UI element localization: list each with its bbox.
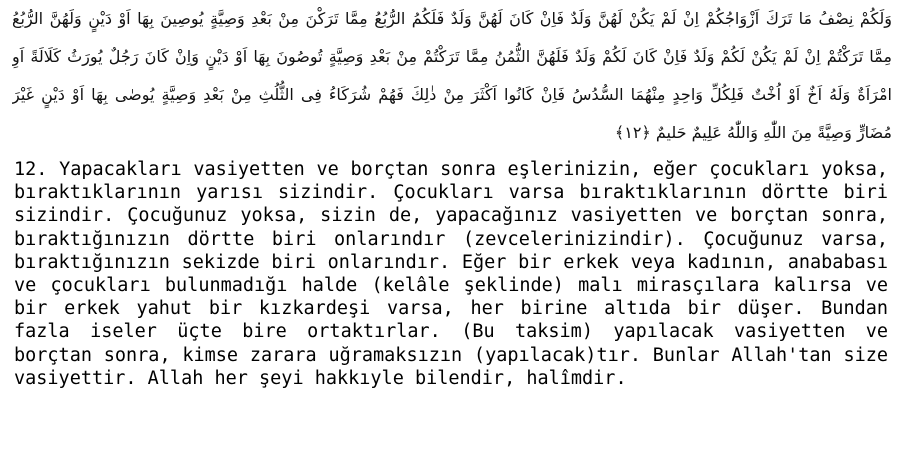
arabic-line-2: مِمَّا تَرَكْتُمْ اِنْ لَمْ يَكُنْ لَكُمْ وَلَدٌ فَاِنْ كَانَ لَكُمْ وَلَدٌ فَلَهُنَّ الثُّمُنُ مِمَّا تَرَكْتُمْ مِنْ بَعْدِ وَصِيَّةٍ تُوصُونَ بِهَا اَوْ دَيْنٍ وَاِنْ كَانَ رَجُلٌ يُورَثُ كَلَالَةً اَوِ (12, 47, 892, 66)
arabic-line-1: وَلَكُمْ نِصْفُ مَا تَرَكَ اَزْوَاجُكُمْ اِنْ لَمْ يَكُنْ لَهُنَّ وَلَدٌ فَاِنْ كَانَ لَهُنَّ وَلَدٌ فَلَكُمُ الرُّبُعُ مِمَّا تَرَكْنَ مِنْ بَعْدِ وَصِيَّةٍ يُوصِينَ بِهَا اَوْ دَيْنٍ وَلَهُنَّ الرُّبُعُ (12, 9, 892, 28)
arabic-line-4: مُضَارٍّ وَصِيَّةً مِنَ اللّٰهِ وَاللّٰهُ عَلِيمٌ حَليمٌ ﴿١٢﴾ (614, 123, 892, 142)
arabic-verse-text (12, 0, 892, 152)
arabic-line-3: امْرَاَةٌ وَلَهُ اَخٌ اَوْ اُخْتٌ فَلِكُلِّ وَاحِدٍ مِنْهُمَا السُّدُسُ فَاِنْ كَانُوا اَكْثَرَ مِنْ ذٰلِكَ فَهُمْ شُرَكَاءُ فِى الثُّلُثِ مِنْ بَعْدِ وَصِيَّةٍ يُوصٰى بِهَا اَوْ دَيْنٍ غَيْرَ (12, 85, 892, 104)
turkish-translation: 12. Yapacakları vasiyetten ve borçtan sonra eşlerinizin, eğer çocukları yoksa, bıraktıklarının yarısı sizindir. Çocukları varsa bıraktıklarının dörtte biri sizindir. Çocuğunuz yoksa, sizin de, yapacağınız vasiyetten ve borçtan sonra, bıraktığınızın dörtte biri onlarındır (zevcelerinizindir). Çocuğunuz varsa, bıraktığınızın sekizde biri onlarındır. Eğer bir erkek veya kadının, anababası ve çocukları bulunmadığı halde (kelâle şeklinde) malı mirasçılara kalırsa ve bir erkek yahut bir kızkardeşi varsa, her birine altıda bir düşer. Bundan fazla iseler üçte bire ortaktırlar. (Bu taksim) yapılacak vasiyetten ve borçtan sonra, kimse zarara uğramaksızın (yapılacak)tır. Bunlar Allah'tan size vasiyettir. Allah her şeyi hakkıyle bilendir, halîmdir. (14, 159, 888, 389)
